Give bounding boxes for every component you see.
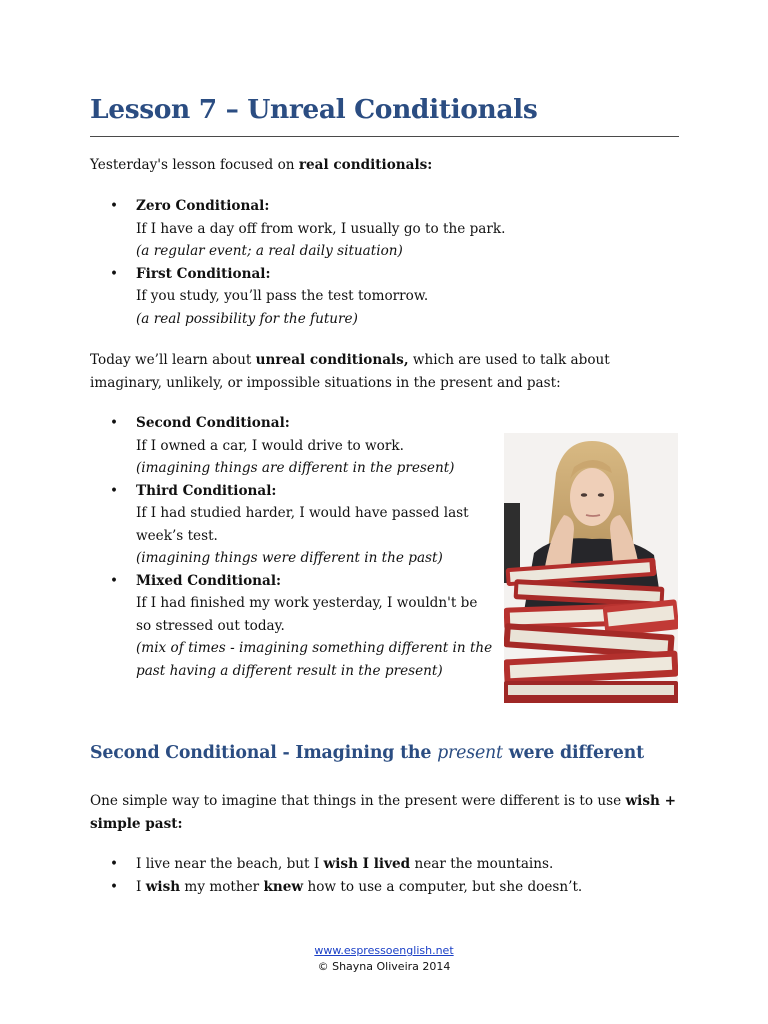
list-item-wish-example bbox=[110, 853, 582, 876]
list-item-second-conditional bbox=[110, 412, 492, 480]
item-label: First Conditional: bbox=[136, 265, 271, 282]
item-label: Second Conditional: bbox=[136, 415, 290, 431]
item-example: If I owned a car, I would drive to work. bbox=[136, 437, 404, 454]
wish-bold-text: wish + bbox=[625, 793, 676, 809]
item-example: If I had studied harder, I would have passed last bbox=[136, 505, 469, 521]
wish-paragraph bbox=[90, 790, 676, 835]
unreal-conditionals-list bbox=[110, 412, 492, 682]
item-note: (a regular event; a real daily situation) bbox=[136, 243, 403, 259]
example-text: I bbox=[136, 878, 146, 895]
item-example: so stressed out today. bbox=[136, 617, 285, 634]
today-bold-text: unreal conditionals, bbox=[255, 352, 409, 368]
item-example: week’s test. bbox=[136, 527, 218, 544]
intro-paragraph bbox=[90, 154, 432, 177]
item-example: If I have a day off from work, I usually go to the park. bbox=[136, 220, 506, 237]
item-note: (imagining things were different in the past) bbox=[136, 550, 443, 566]
item-label: Third Conditional: bbox=[136, 482, 277, 499]
example-bold: knew bbox=[263, 878, 304, 895]
page-footer bbox=[0, 943, 768, 975]
item-label: Mixed Conditional: bbox=[136, 572, 282, 589]
wish-bold-text-line2: simple past: bbox=[90, 815, 183, 832]
item-label: Zero Conditional: bbox=[136, 198, 270, 214]
wish-text: One simple way to imagine that things in the present were different is to use bbox=[90, 793, 626, 809]
list-item-mixed-conditional bbox=[110, 570, 492, 683]
wish-examples-list bbox=[110, 853, 582, 898]
real-conditionals-list bbox=[110, 195, 505, 330]
list-item-zero-conditional bbox=[110, 195, 505, 263]
example-bold: wish bbox=[145, 878, 181, 895]
bullet-icon: • bbox=[110, 878, 119, 895]
today-text-line2: imaginary, unlikely, or impossible situations in the present and past: bbox=[90, 374, 561, 391]
example-bold: wish I lived bbox=[323, 856, 411, 872]
example-text: near the mountains. bbox=[410, 856, 554, 872]
item-note: (a real possibility for the future) bbox=[136, 310, 358, 327]
photo-illustration bbox=[504, 433, 678, 703]
page-title: Lesson 7 – Unreal Conditionals bbox=[90, 94, 538, 125]
today-paragraph bbox=[90, 349, 610, 394]
example-text: how to use a computer, but she doesn’t. bbox=[303, 878, 583, 895]
list-item-third-conditional bbox=[110, 480, 492, 570]
bullet-icon: • bbox=[110, 482, 119, 499]
bullet-icon: • bbox=[110, 415, 119, 431]
example-text: I live near the beach, but I bbox=[136, 856, 324, 872]
title-divider bbox=[90, 136, 679, 137]
heading-emphasis: present bbox=[437, 743, 503, 763]
bullet-icon: • bbox=[110, 572, 119, 589]
example-text: my mother bbox=[180, 878, 264, 895]
today-text-suffix: which are used to talk about bbox=[408, 352, 610, 368]
item-note: (imagining things are different in the present) bbox=[136, 460, 455, 476]
item-note: (mix of times - imagining something different in the bbox=[136, 640, 493, 656]
website-link[interactable]: www.espressoenglish.net bbox=[314, 944, 454, 957]
intro-bold-text: real conditionals: bbox=[298, 157, 433, 173]
today-text: Today we’ll learn about bbox=[90, 352, 256, 368]
item-example: If I had finished my work yesterday, I wouldn't be bbox=[136, 595, 478, 611]
intro-text: Yesterday's lesson focused on bbox=[90, 157, 299, 173]
item-example: If you study, you’ll pass the test tomorrow. bbox=[136, 288, 429, 304]
heading-text: Second Conditional - Imagining the bbox=[90, 743, 438, 763]
list-item-wish-example bbox=[110, 876, 582, 899]
item-note: past having a different result in the present) bbox=[136, 662, 443, 679]
stressed-woman-with-folders-image bbox=[504, 433, 678, 703]
bullet-icon: • bbox=[110, 198, 119, 214]
copyright-text: © Shayna Oliveira 2014 bbox=[317, 960, 451, 973]
bullet-icon: • bbox=[110, 265, 119, 282]
heading-text-suffix: were different bbox=[502, 743, 644, 763]
list-item-first-conditional bbox=[110, 263, 505, 331]
section-heading-second-conditional bbox=[90, 743, 644, 763]
bullet-icon: • bbox=[110, 856, 119, 872]
